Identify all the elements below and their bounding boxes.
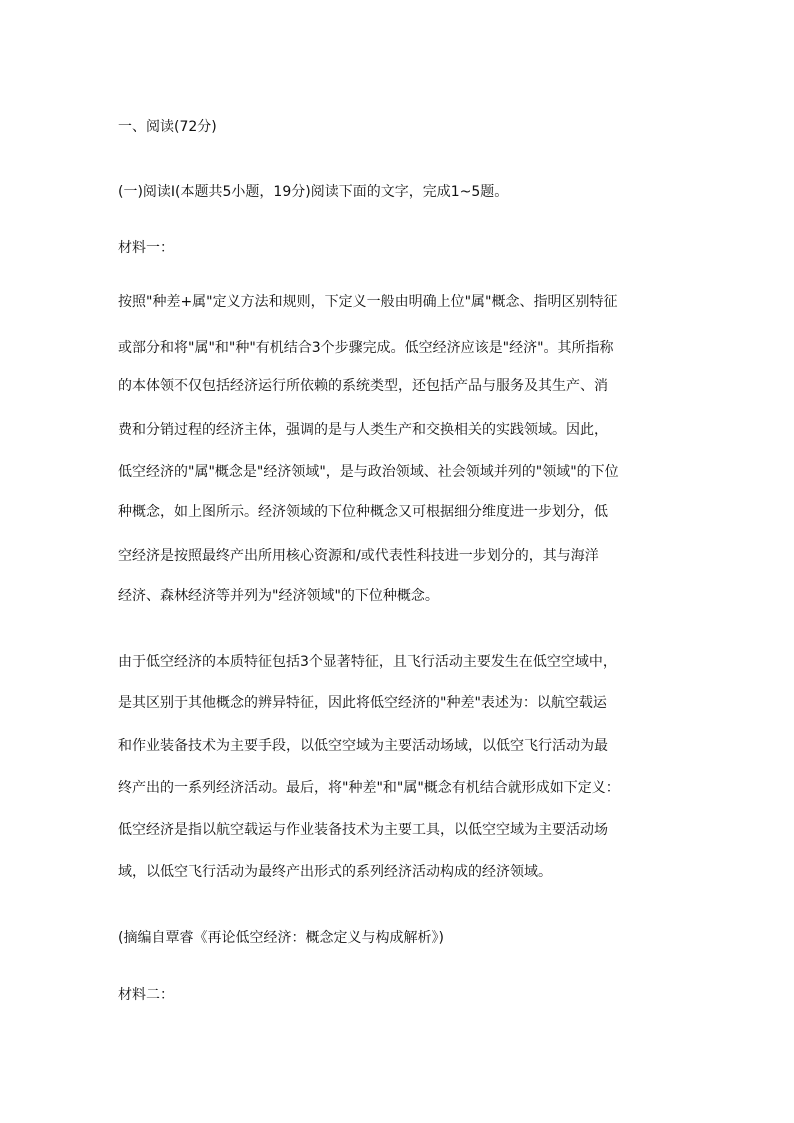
paragraph-line: 费和分销过程的经济主体，强调的是与人类生产和交换相关的实践领域。因此， [118,422,608,438]
paragraph-line: 或部分和将"属"和"种"有机结合3个步骤完成。低空经济应该是"经济"。其所指称 [118,340,614,356]
paragraph-line: 是其区别于其他概念的辨异特征，因此将低空经济的"种差"表述为：以航空载运 [118,695,607,711]
paragraph-line: 和作业装备技术为主要手段，以低空空域为主要活动场域，以低空飞行活动为最 [118,738,608,754]
paragraph-line: 空经济是按照最终产出所用核心资源和/或代表性科技进一步划分的，其与海洋 [118,548,599,564]
paragraph-line: 的本体领不仅包括经济运行所依赖的系统类型，还包括产品与服务及其生产、消 [118,378,608,394]
paragraph-line: 按照"种差+属"定义方法和规则，下定义一般由明确上位"属"概念、指明区别特征 [118,294,618,310]
paragraph-line: 域，以低空飞行活动为最终产出形式的系列经济活动构成的经济领域。 [118,864,552,880]
paragraph-line: 由于低空经济的本质特征包括3个显著特征，且飞行活动主要发生在低空空域中， [118,654,617,670]
citation: (摘编自覃睿《再论低空经济：概念定义与构成解析》) [118,930,444,946]
sub-heading: (一)阅读Ⅰ(本题共5小题，19分)阅读下面的文字，完成1~5题。 [118,184,509,200]
paragraph-line: 低空经济的"属"概念是"经济领域"，是与政治领域、社会领域并列的"领域"的下位 [118,464,619,480]
section-heading: 一、阅读(72分) [118,119,217,135]
paragraph-line: 经济、森林经济等并列为"经济领域"的下位种概念。 [118,588,439,604]
paragraph-line: 终产出的一系列经济活动。最后，将"种差"和"属"概念有机结合就形成如下定义： [118,780,620,796]
paragraph-line: 种概念，如上图所示。经济领域的下位种概念又可根据细分维度进一步划分，低 [118,504,608,520]
paragraph-line: 低空经济是指以航空载运与作业装备技术为主要工具，以低空空域为主要活动场 [118,822,608,838]
material1-label: 材料一： [118,240,174,256]
material2-label: 材料二： [118,987,174,1003]
